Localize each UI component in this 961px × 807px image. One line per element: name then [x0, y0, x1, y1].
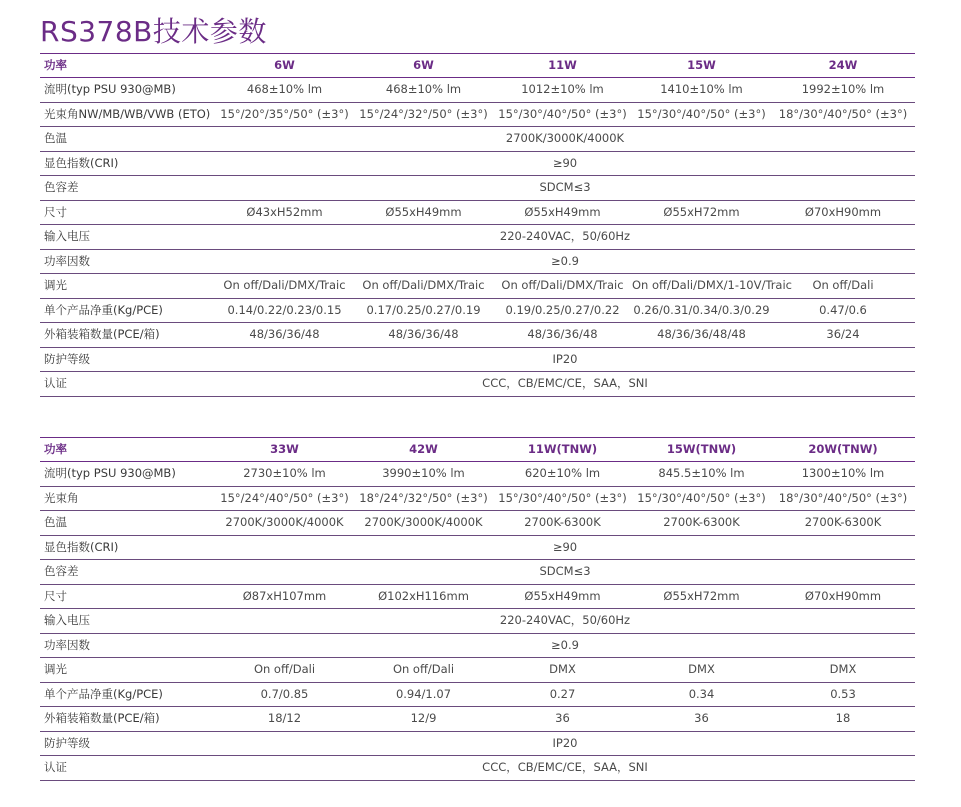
- cell-value: 468±10% lm: [354, 78, 493, 103]
- cell-value: Ø55xH49mm: [493, 584, 632, 609]
- row-label: 显色指数(CRI): [40, 151, 215, 176]
- column-header: 24W: [771, 54, 915, 78]
- cell-value: DMX: [632, 658, 771, 683]
- table-row: [40, 511, 915, 536]
- cell-value: Ø55xH72mm: [632, 200, 771, 225]
- column-header: 33W: [215, 438, 354, 462]
- cell-value: Ø55xH49mm: [354, 200, 493, 225]
- cell-value: 15°/30°/40°/50° (±3°): [493, 486, 632, 511]
- cell-value: 15°/24°/32°/50° (±3°): [354, 102, 493, 127]
- row-label: 防护等级: [40, 731, 215, 756]
- column-header: 6W: [215, 54, 354, 78]
- spanned-value: IP20: [215, 347, 915, 372]
- cell-value: Ø87xH107mm: [215, 584, 354, 609]
- cell-value: Ø43xH52mm: [215, 200, 354, 225]
- row-label: 功率因数: [40, 633, 215, 658]
- row-label: 尺寸: [40, 200, 215, 225]
- cell-value: 3990±10% lm: [354, 462, 493, 487]
- row-label: 输入电压: [40, 609, 215, 634]
- cell-value: 15°/30°/40°/50° (±3°): [632, 486, 771, 511]
- cell-value: On off/Dali/DMX/Traic: [215, 274, 354, 299]
- spanned-value: IP20: [215, 731, 915, 756]
- cell-value: 48/36/36/48: [215, 323, 354, 348]
- column-header: 6W: [354, 54, 493, 78]
- table-row: [40, 176, 915, 201]
- table-row: [40, 225, 915, 250]
- spanned-value: SDCM≤3: [215, 176, 915, 201]
- cell-value: 15°/30°/40°/50° (±3°): [493, 102, 632, 127]
- spanned-value: SDCM≤3: [215, 560, 915, 585]
- row-label: 防护等级: [40, 347, 215, 372]
- cell-value: 15°/30°/40°/50° (±3°): [632, 102, 771, 127]
- cell-value: DMX: [771, 658, 915, 683]
- table-row: [40, 151, 915, 176]
- cell-value: On off/Dali/DMX/Traic: [354, 274, 493, 299]
- spanned-value: CCC，CB/EMC/CE，SAA，SNI: [215, 756, 915, 781]
- cell-value: 620±10% lm: [493, 462, 632, 487]
- row-label: 功率因数: [40, 249, 215, 274]
- page-title: RS378B技术参数: [40, 15, 267, 48]
- spanned-value: 220-240VAC，50/60Hz: [215, 225, 915, 250]
- table-row: [40, 200, 915, 225]
- cell-value: 2700K-6300K: [632, 511, 771, 536]
- header-label: 功率: [40, 438, 215, 462]
- cell-value: On off/Dali: [215, 658, 354, 683]
- table-row: [40, 584, 915, 609]
- header-row: [40, 54, 915, 78]
- cell-value: 0.47/0.6: [771, 298, 915, 323]
- row-label: 色容差: [40, 176, 215, 201]
- table-row: [40, 462, 915, 487]
- row-label: 外箱装箱数量(PCE/箱): [40, 323, 215, 348]
- table-row: [40, 731, 915, 756]
- spec-table-2: [40, 437, 915, 781]
- cell-value: 18: [771, 707, 915, 732]
- table-row: [40, 274, 915, 299]
- table-row: [40, 347, 915, 372]
- table-row: [40, 78, 915, 103]
- row-label: 认证: [40, 372, 215, 397]
- table-row: [40, 372, 915, 397]
- cell-value: On off/Dali/DMX/1-10V/Traic: [632, 274, 771, 299]
- cell-value: On off/Dali/DMX/Traic: [493, 274, 632, 299]
- table-row: [40, 298, 915, 323]
- spec-table-2-body: [40, 438, 915, 781]
- spanned-value: CCC，CB/EMC/CE，SAA，SNI: [215, 372, 915, 397]
- cell-value: 0.19/0.25/0.27/0.22: [493, 298, 632, 323]
- cell-value: 1012±10% lm: [493, 78, 632, 103]
- cell-value: On off/Dali: [354, 658, 493, 683]
- cell-value: 0.7/0.85: [215, 682, 354, 707]
- table-row: [40, 609, 915, 634]
- table-row: [40, 127, 915, 152]
- table-row: [40, 633, 915, 658]
- column-header: 15W: [632, 54, 771, 78]
- row-label: 色温: [40, 511, 215, 536]
- spanned-value: ≥0.9: [215, 249, 915, 274]
- table-row: [40, 658, 915, 683]
- cell-value: 0.17/0.25/0.27/0.19: [354, 298, 493, 323]
- cell-value: 2700K/3000K/4000K: [215, 511, 354, 536]
- cell-value: 0.27: [493, 682, 632, 707]
- row-label: 光束角NW/MB/WB/VWB (ETO): [40, 102, 215, 127]
- cell-value: 36/24: [771, 323, 915, 348]
- cell-value: DMX: [493, 658, 632, 683]
- cell-value: 1410±10% lm: [632, 78, 771, 103]
- row-label: 单个产品净重(Kg/PCE): [40, 682, 215, 707]
- cell-value: 2730±10% lm: [215, 462, 354, 487]
- spanned-value: ≥90: [215, 535, 915, 560]
- row-label: 显色指数(CRI): [40, 535, 215, 560]
- row-label: 输入电压: [40, 225, 215, 250]
- cell-value: 36: [632, 707, 771, 732]
- cell-value: 18°/30°/40°/50° (±3°): [771, 102, 915, 127]
- table-row: [40, 323, 915, 348]
- column-header: 42W: [354, 438, 493, 462]
- cell-value: 18/12: [215, 707, 354, 732]
- cell-value: Ø102xH116mm: [354, 584, 493, 609]
- cell-value: 18°/30°/40°/50° (±3°): [771, 486, 915, 511]
- table-row: [40, 707, 915, 732]
- table-row: [40, 682, 915, 707]
- cell-value: 18°/24°/32°/50° (±3°): [354, 486, 493, 511]
- table-row: [40, 102, 915, 127]
- cell-value: 2700K-6300K: [771, 511, 915, 536]
- header-label: 功率: [40, 54, 215, 78]
- spanned-value: 2700K/3000K/4000K: [215, 127, 915, 152]
- cell-value: 2700K-6300K: [493, 511, 632, 536]
- cell-value: 0.26/0.31/0.34/0.3/0.29: [632, 298, 771, 323]
- cell-value: 36: [493, 707, 632, 732]
- row-label: 光束角: [40, 486, 215, 511]
- cell-value: 48/36/36/48: [354, 323, 493, 348]
- spanned-value: 220-240VAC，50/60Hz: [215, 609, 915, 634]
- cell-value: 1300±10% lm: [771, 462, 915, 487]
- cell-value: On off/Dali: [771, 274, 915, 299]
- spec-table-1-body: [40, 54, 915, 397]
- header-row: [40, 438, 915, 462]
- row-label: 流明(typ PSU 930@MB): [40, 78, 215, 103]
- cell-value: 468±10% lm: [215, 78, 354, 103]
- table-row: [40, 535, 915, 560]
- row-label: 调光: [40, 274, 215, 299]
- table-row: [40, 249, 915, 274]
- row-label: 色温: [40, 127, 215, 152]
- cell-value: 15°/20°/35°/50° (±3°): [215, 102, 354, 127]
- row-label: 流明(typ PSU 930@MB): [40, 462, 215, 487]
- table-row: [40, 756, 915, 781]
- row-label: 色容差: [40, 560, 215, 585]
- cell-value: 845.5±10% lm: [632, 462, 771, 487]
- column-header: 20W(TNW): [771, 438, 915, 462]
- table-row: [40, 560, 915, 585]
- spanned-value: ≥90: [215, 151, 915, 176]
- cell-value: 1992±10% lm: [771, 78, 915, 103]
- cell-value: 2700K/3000K/4000K: [354, 511, 493, 536]
- row-label: 单个产品净重(Kg/PCE): [40, 298, 215, 323]
- cell-value: Ø55xH49mm: [493, 200, 632, 225]
- spec-table-1: [40, 53, 915, 397]
- cell-value: 12/9: [354, 707, 493, 732]
- row-label: 认证: [40, 756, 215, 781]
- spanned-value: ≥0.9: [215, 633, 915, 658]
- cell-value: 0.34: [632, 682, 771, 707]
- row-label: 尺寸: [40, 584, 215, 609]
- table-row: [40, 486, 915, 511]
- cell-value: 15°/24°/40°/50° (±3°): [215, 486, 354, 511]
- column-header: 11W: [493, 54, 632, 78]
- column-header: 15W(TNW): [632, 438, 771, 462]
- column-header: 11W(TNW): [493, 438, 632, 462]
- row-label: 调光: [40, 658, 215, 683]
- cell-value: 0.53: [771, 682, 915, 707]
- cell-value: 48/36/36/48: [493, 323, 632, 348]
- cell-value: 48/36/36/48/48: [632, 323, 771, 348]
- cell-value: Ø70xH90mm: [771, 200, 915, 225]
- row-label: 外箱装箱数量(PCE/箱): [40, 707, 215, 732]
- cell-value: Ø70xH90mm: [771, 584, 915, 609]
- cell-value: Ø55xH72mm: [632, 584, 771, 609]
- cell-value: 0.14/0.22/0.23/0.15: [215, 298, 354, 323]
- cell-value: 0.94/1.07: [354, 682, 493, 707]
